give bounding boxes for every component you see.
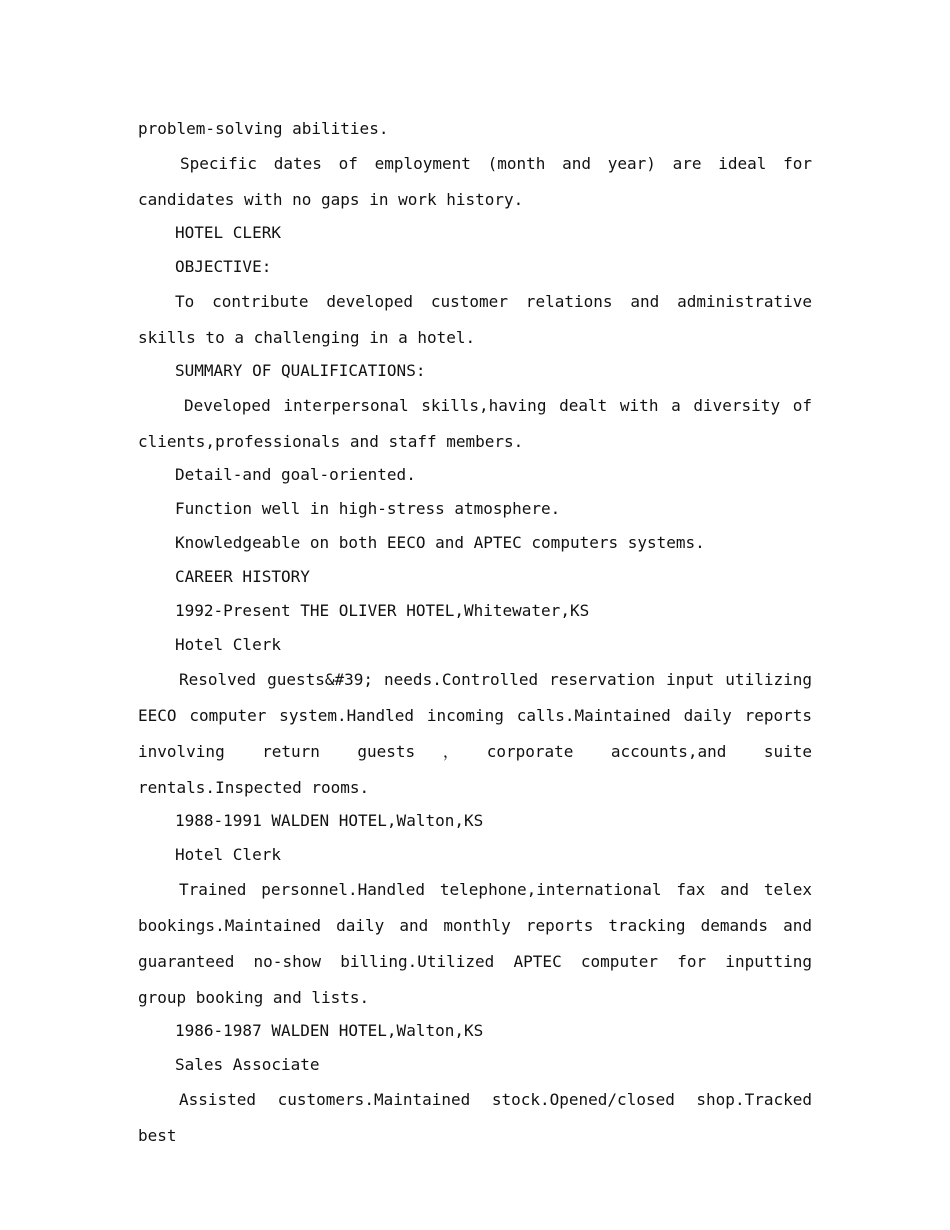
section-heading-summary: SUMMARY OF QUALIFICATIONS: — [175, 361, 426, 380]
paragraph-objective: To contribute developed customer relations and administrative skills to a challenging in a hotel. — [138, 292, 812, 347]
paragraph-summary: Developed interpersonal skills,having dealt with a diversity of clients,professionals and staff members. — [138, 396, 812, 451]
job-title: Hotel Clerk — [175, 845, 281, 864]
paragraph-job-2: Trained personnel.Handled telephone,international fax and telex bookings.Maintained daily and monthly reports tracking demands and guaranteed no-show billing.Utilized APTEC computer for inputting group booking and lists. — [138, 880, 812, 1007]
qualification-item: Function well in high-stress atmosphere. — [175, 499, 561, 518]
job-heading: 1986-1987 WALDEN HOTEL,Walton,KS — [175, 1021, 484, 1040]
qualification-item: Detail-and goal-oriented. — [175, 465, 416, 484]
job-heading: 1988-1991 WALDEN HOTEL,Walton,KS — [175, 811, 484, 830]
paragraph-job-3: Assisted customers.Maintained stock.Opened/closed shop.Tracked best — [138, 1090, 812, 1145]
text-line: problem-solving abilities. — [138, 119, 389, 138]
paragraph-job-1: Resolved guests&#39; needs.Controlled reservation input utilizing EECO computer system.Handled incoming calls.Maintained daily reports involving return guests，corporate accounts,and suite rentals.Inspected rooms. — [138, 670, 812, 797]
section-heading-objective: OBJECTIVE: — [175, 257, 272, 276]
resume-title: HOTEL CLERK — [175, 223, 281, 242]
document-page — [138, 112, 812, 1152]
section-heading-career: CAREER HISTORY — [175, 567, 310, 586]
job-heading: 1992-Present THE OLIVER HOTEL,Whitewater,KS — [175, 601, 590, 620]
job-title: Sales Associate — [175, 1055, 320, 1074]
job-title: Hotel Clerk — [175, 635, 281, 654]
paragraph-dates: Specific dates of employment (month and year) are ideal for candidates with no gaps in work history. — [138, 154, 812, 209]
qualification-item: Knowledgeable on both EECO and APTEC computers systems. — [175, 533, 705, 552]
